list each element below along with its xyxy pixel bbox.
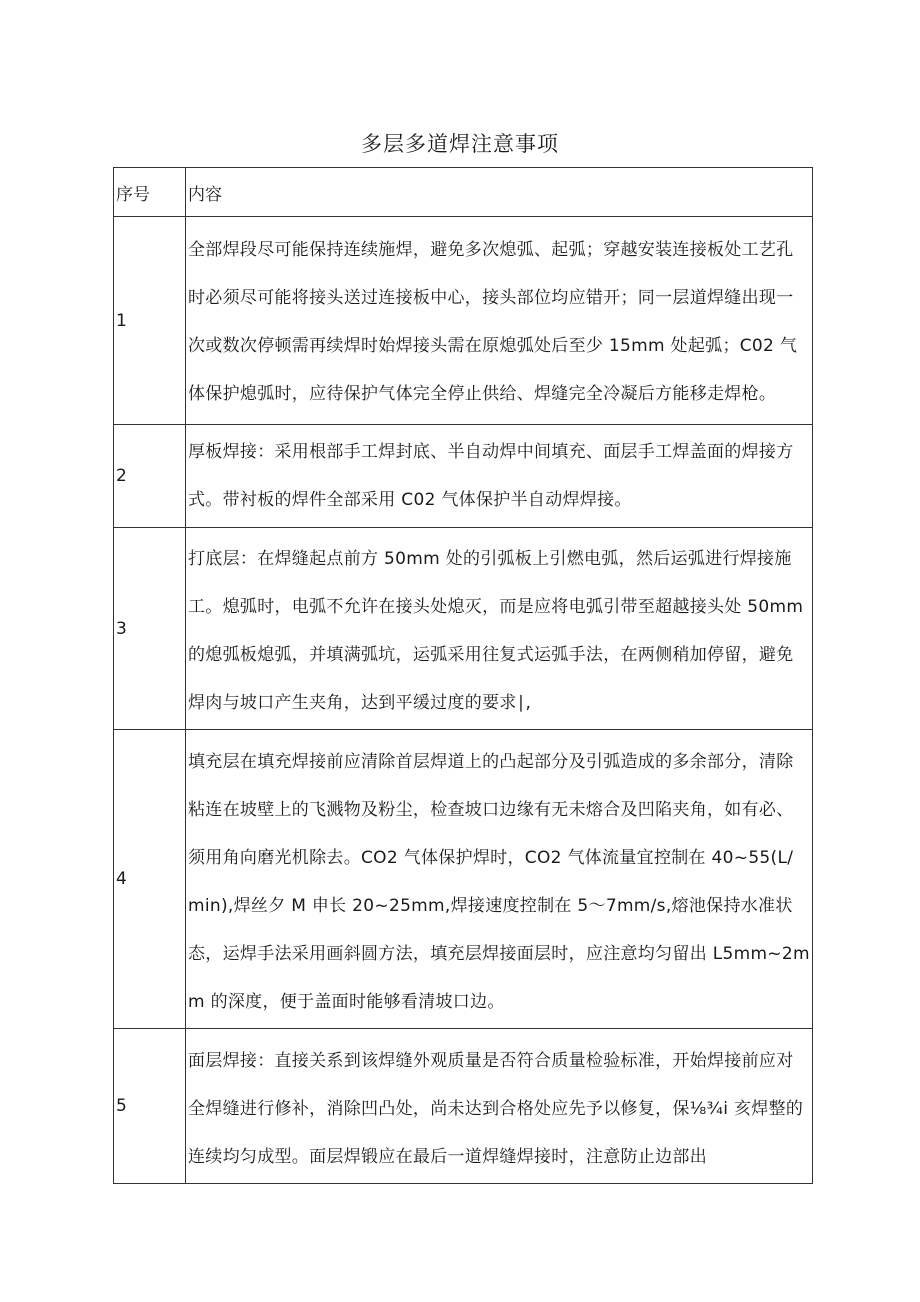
row-number: 4 <box>114 730 186 1029</box>
table-row <box>114 425 813 528</box>
table-row <box>114 1029 813 1184</box>
row-number: 1 <box>114 217 186 425</box>
header-content: 内容 <box>186 168 813 217</box>
row-content-text: 厚板焊接：采用根部手工焊封底、半自动焊中间填充、面层手工焊盖面的焊接方式。带衬板的焊件全部采用 C02 气体保护半自动焊焊接。 <box>188 442 794 510</box>
row-number: 2 <box>114 425 186 528</box>
table-row <box>114 730 813 1029</box>
document-title: 多层多道焊注意事项 <box>361 132 559 156</box>
row-content-text: 全部焊段尽可能保持连续施焊，避免多次熄弧、起弧；穿越安装连接板处工艺孔时必须尽可能将接头送过连接板中心，接头部位均应错开；同一层道焊缝出现一次或数次停顿需再续焊时始焊接头需在原熄弧处后至少 15mm 处起弧；C02 气体保护熄弧时，应待保护气体完全停止供给、焊缝完全冷凝后方能移走焊枪。 <box>188 240 798 404</box>
row-number: 3 <box>114 528 186 730</box>
row-content-cell <box>186 217 813 425</box>
precautions-table <box>113 167 813 1184</box>
row-content-text: 面层焊接：直接关系到该焊缝外观质量是否符合质量检验标准，开始焊接前应对全焊缝进行修补，消除凹凸处，尚未达到合格处应先予以修复，保⅛¾i 亥焊整的连续均匀成型。面层焊锻应在最后一道焊缝焊接时，注意防止边部出 <box>188 1051 804 1167</box>
row-number: 5 <box>114 1029 186 1184</box>
header-serial-number: 序号 <box>114 168 186 217</box>
row-content-text: 填充层在填充焊接前应清除首层焊道上的凸起部分及引弧造成的多余部分，清除粘连在坡壁上的飞溅物及粉尘，检查坡口边缘有无未熔合及凹陷夹角，如有必、须用角向磨光机除去。CO2 气体保护焊时，CO2 气体流量宜控制在 40~55(L/min),焊丝夕 M 申长 20~25mm,焊接速度控制在 5～7mm∕s,熔池保持水准状态，运焊手法采用画斜圆方法，填充层焊接面层时，应注意均匀留出 L5mm~2mm 的深度，便于盖面时能够看清坡口边。 <box>188 752 810 1012</box>
row-content-cell <box>186 528 813 730</box>
row-content-text: 打底层：在焊缝起点前方 50mm 处的引弧板上引燃电弧，然后运弧进行焊接施工。熄弧时，电弧不允许在接头处熄灭，而是应将电弧引带至超越接头处 50mm 的熄弧板熄弧，并填满弧坑，运弧采用往复式运弧手法，在两侧稍加停留，避免焊肉与坡口产生夹角，达到平缓过度的要求∣, <box>188 549 804 713</box>
table-row <box>114 528 813 730</box>
table-row <box>114 217 813 425</box>
row-content-cell <box>186 425 813 528</box>
table-header-row <box>114 168 813 217</box>
row-content-cell <box>186 730 813 1029</box>
row-content-cell <box>186 1029 813 1184</box>
